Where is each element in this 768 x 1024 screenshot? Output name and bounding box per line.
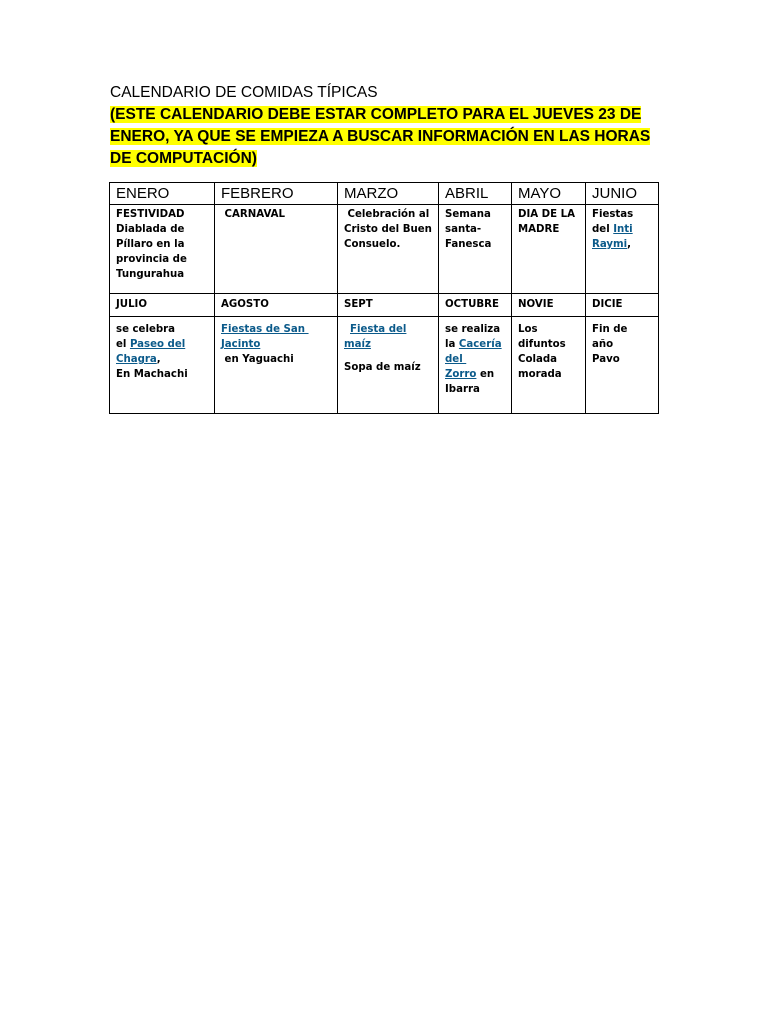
cell-enero xyxy=(110,205,215,294)
cell-line: Colada xyxy=(518,354,558,365)
cell-text: del xyxy=(592,224,614,235)
cell-abril xyxy=(439,205,512,294)
inti-raymi-link[interactable]: Raymi xyxy=(592,239,628,250)
cell-novie xyxy=(512,317,586,414)
cell-line: Ibarra xyxy=(445,384,480,395)
cell-line: CARNAVAL xyxy=(221,209,286,220)
cell-line: En Machachi xyxy=(116,369,188,380)
cell-line: provincia de xyxy=(116,254,187,265)
caceria-del-zorro-link[interactable]: Zorro xyxy=(445,369,477,380)
month-header-row xyxy=(110,183,659,205)
cell-line: Diablada de xyxy=(116,224,185,235)
festivity-row xyxy=(110,205,659,294)
cell-line: Fin de año xyxy=(592,324,628,350)
cell-text: , xyxy=(627,239,632,250)
deadline-notice xyxy=(110,104,670,170)
cell-text: el xyxy=(116,339,130,350)
cell-mayo xyxy=(512,205,586,294)
inti-raymi-link[interactable]: Inti xyxy=(613,224,633,235)
month-header-row xyxy=(110,294,659,317)
month-header: AGOSTO xyxy=(215,294,338,317)
cell-junio xyxy=(586,205,659,294)
cell-line: Consuelo. xyxy=(344,239,401,250)
notice-line: DE COMPUTACIÓN) xyxy=(110,150,257,167)
cell-line: se realiza xyxy=(445,324,501,335)
cell-line: difuntos xyxy=(518,339,566,350)
cell-line: FESTIVIDAD xyxy=(116,209,185,220)
cell-line: Píllaro en la xyxy=(116,239,185,250)
fiesta-del-maiz-link[interactable]: Fiesta del maíz xyxy=(344,324,407,350)
cell-line: Los xyxy=(518,324,538,335)
cell-line: santa- xyxy=(445,224,482,235)
month-header: FEBRERO xyxy=(215,183,338,205)
cell-line: Fiestas xyxy=(592,209,634,220)
fiestas-san-jacinto-link[interactable]: Jacinto xyxy=(221,339,261,350)
month-header: DICIE xyxy=(586,294,659,317)
caceria-del-zorro-link[interactable]: Cacería xyxy=(458,339,502,350)
cell-octubre xyxy=(439,317,512,414)
paseo-del-chagra-link[interactable]: Paseo del xyxy=(129,339,186,350)
cell-line: morada xyxy=(518,369,562,380)
fiestas-san-jacinto-link[interactable]: Fiestas de San xyxy=(221,324,309,335)
cell-line: se celebra xyxy=(116,324,176,335)
cell-text: en xyxy=(476,369,495,380)
cell-line: Celebración al xyxy=(344,209,430,220)
document-header xyxy=(110,82,670,170)
cell-text: , xyxy=(156,354,161,365)
month-header: ENERO xyxy=(110,183,215,205)
notice-line: (ESTE CALENDARIO DEBE ESTAR COMPLETO PARA EL JUEVES 23 DE xyxy=(110,106,642,123)
month-header: NOVIE xyxy=(512,294,586,317)
month-header: MARZO xyxy=(338,183,439,205)
document-title: CALENDARIO DE COMIDAS TÍPICAS xyxy=(110,84,378,101)
month-header: MAYO xyxy=(512,183,586,205)
cell-line: MADRE xyxy=(518,224,560,235)
cell-line: Pavo xyxy=(592,354,620,365)
cell-line: Sopa de maíz xyxy=(344,362,421,373)
calendar-table xyxy=(109,182,659,414)
cell-agosto xyxy=(215,317,338,414)
cell-dicie xyxy=(586,317,659,414)
cell-line: Tungurahua xyxy=(116,269,185,280)
cell-line: Semana xyxy=(445,209,491,220)
paseo-del-chagra-link[interactable]: Chagra xyxy=(116,354,157,365)
cell-marzo xyxy=(338,205,439,294)
month-header: JULIO xyxy=(110,294,215,317)
cell-febrero xyxy=(215,205,338,294)
cell-text: la xyxy=(445,339,459,350)
cell-text: en Yaguachi xyxy=(221,354,294,365)
caceria-del-zorro-link[interactable]: del xyxy=(445,354,467,365)
month-header: OCTUBRE xyxy=(439,294,512,317)
month-header: JUNIO xyxy=(586,183,659,205)
festivity-row xyxy=(110,317,659,414)
notice-line: ENERO, YA QUE SE EMPIEZA A BUSCAR INFORMACIÓN EN LAS HORAS xyxy=(110,128,651,145)
cell-line: Fanesca xyxy=(445,239,492,250)
cell-sept xyxy=(338,317,439,414)
cell-line: DIA DE LA xyxy=(518,209,576,220)
month-header: ABRIL xyxy=(439,183,512,205)
month-header: SEPT xyxy=(338,294,439,317)
cell-julio xyxy=(110,317,215,414)
cell-line: Cristo del Buen xyxy=(344,224,432,235)
